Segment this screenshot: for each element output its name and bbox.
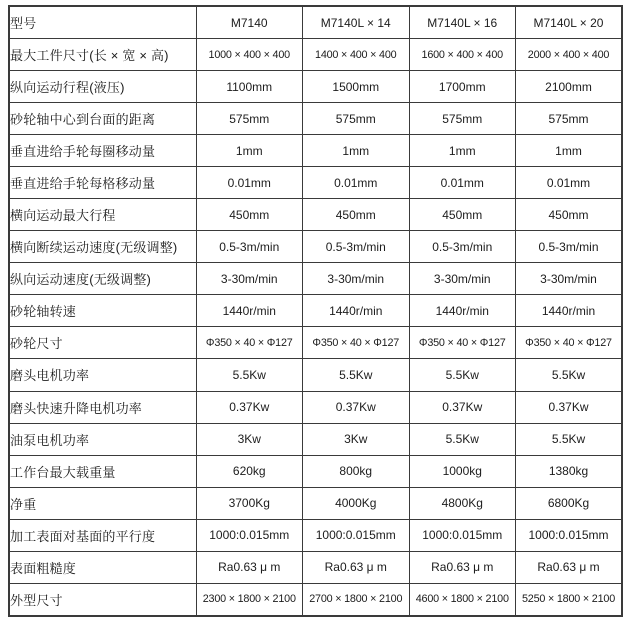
spec-row xyxy=(9,71,622,103)
row-label: 砂轮轴转速 xyxy=(9,295,196,327)
value-cell: 1000:0.015mm xyxy=(303,519,410,551)
spec-row xyxy=(9,39,622,71)
row-label: 净重 xyxy=(9,487,196,519)
header-model-2: M7140L × 16 xyxy=(409,6,516,39)
value-cell: 3-30m/min xyxy=(409,263,516,295)
value-cell: 0.37Kw xyxy=(196,391,303,423)
value-cell: 1mm xyxy=(516,135,623,167)
value-cell: 3Kw xyxy=(196,423,303,455)
spec-row xyxy=(9,231,622,263)
value-cell: 450mm xyxy=(303,199,410,231)
value-cell: Φ350 × 40 × Φ127 xyxy=(303,327,410,359)
header-model-1: M7140L × 14 xyxy=(303,6,410,39)
row-label: 加工表面对基面的平行度 xyxy=(9,519,196,551)
spec-row xyxy=(9,423,622,455)
row-label: 纵向运动速度(无级调整) xyxy=(9,263,196,295)
value-cell: 5.5Kw xyxy=(516,359,623,391)
spec-row xyxy=(9,391,622,423)
value-cell: 0.37Kw xyxy=(516,391,623,423)
value-cell: 1380kg xyxy=(516,455,623,487)
value-cell: 1100mm xyxy=(196,71,303,103)
value-cell: Φ350 × 40 × Φ127 xyxy=(516,327,623,359)
value-cell: 2000 × 400 × 400 xyxy=(516,39,623,71)
spec-row xyxy=(9,359,622,391)
value-cell: 5.5Kw xyxy=(196,359,303,391)
value-cell: 1600 × 400 × 400 xyxy=(409,39,516,71)
value-cell: 0.01mm xyxy=(303,167,410,199)
value-cell: Ra0.63 μ m xyxy=(409,551,516,583)
value-cell: 1400 × 400 × 400 xyxy=(303,39,410,71)
value-cell: 1440r/min xyxy=(409,295,516,327)
spec-table-body xyxy=(9,39,622,617)
spec-row xyxy=(9,103,622,135)
row-label: 工作台最大载重量 xyxy=(9,455,196,487)
spec-row xyxy=(9,327,622,359)
value-cell: 2100mm xyxy=(516,71,623,103)
value-cell: 1440r/min xyxy=(516,295,623,327)
value-cell: 0.37Kw xyxy=(409,391,516,423)
value-cell: 5.5Kw xyxy=(516,423,623,455)
value-cell: 4600 × 1800 × 2100 xyxy=(409,583,516,616)
row-label: 砂轮尺寸 xyxy=(9,327,196,359)
spec-row xyxy=(9,167,622,199)
value-cell: 1000:0.015mm xyxy=(196,519,303,551)
spec-table xyxy=(8,5,623,617)
value-cell: 1mm xyxy=(409,135,516,167)
row-label: 磨头电机功率 xyxy=(9,359,196,391)
value-cell: 450mm xyxy=(409,199,516,231)
value-cell: Φ350 × 40 × Φ127 xyxy=(409,327,516,359)
value-cell: 1000:0.015mm xyxy=(409,519,516,551)
value-cell: 0.37Kw xyxy=(303,391,410,423)
value-cell: 0.5-3m/min xyxy=(409,231,516,263)
spec-row xyxy=(9,295,622,327)
value-cell: 6800Kg xyxy=(516,487,623,519)
value-cell: 5.5Kw xyxy=(303,359,410,391)
spec-row xyxy=(9,199,622,231)
value-cell: 0.5-3m/min xyxy=(516,231,623,263)
header-model-0: M7140 xyxy=(196,6,303,39)
value-cell: 1mm xyxy=(303,135,410,167)
value-cell: 3Kw xyxy=(303,423,410,455)
value-cell: 1440r/min xyxy=(196,295,303,327)
spec-row xyxy=(9,519,622,551)
value-cell: 0.01mm xyxy=(409,167,516,199)
value-cell: 575mm xyxy=(516,103,623,135)
row-label: 磨头快速升降电机功率 xyxy=(9,391,196,423)
value-cell: 575mm xyxy=(303,103,410,135)
row-label: 横向运动最大行程 xyxy=(9,199,196,231)
value-cell: Ra0.63 μ m xyxy=(516,551,623,583)
value-cell: 2700 × 1800 × 2100 xyxy=(303,583,410,616)
value-cell: 0.5-3m/min xyxy=(303,231,410,263)
value-cell: 800kg xyxy=(303,455,410,487)
spec-row xyxy=(9,455,622,487)
value-cell: 0.01mm xyxy=(516,167,623,199)
value-cell: 620kg xyxy=(196,455,303,487)
value-cell: 3700Kg xyxy=(196,487,303,519)
value-cell: 3-30m/min xyxy=(196,263,303,295)
value-cell: 1000kg xyxy=(409,455,516,487)
value-cell: 450mm xyxy=(196,199,303,231)
value-cell: 4000Kg xyxy=(303,487,410,519)
value-cell: 1440r/min xyxy=(303,295,410,327)
spec-row xyxy=(9,583,622,616)
value-cell: 1700mm xyxy=(409,71,516,103)
row-label: 纵向运动行程(液压) xyxy=(9,71,196,103)
row-label: 横向断续运动速度(无级调整) xyxy=(9,231,196,263)
row-label: 砂轮轴中心到台面的距离 xyxy=(9,103,196,135)
value-cell: 3-30m/min xyxy=(303,263,410,295)
value-cell: 1500mm xyxy=(303,71,410,103)
value-cell: 4800Kg xyxy=(409,487,516,519)
value-cell: 1mm xyxy=(196,135,303,167)
value-cell: 2300 × 1800 × 2100 xyxy=(196,583,303,616)
value-cell: 0.5-3m/min xyxy=(196,231,303,263)
value-cell: 5.5Kw xyxy=(409,359,516,391)
value-cell: 5.5Kw xyxy=(409,423,516,455)
value-cell: 5250 × 1800 × 2100 xyxy=(516,583,623,616)
row-label: 垂直进给手轮每格移动量 xyxy=(9,167,196,199)
row-label: 垂直进给手轮每圈移动量 xyxy=(9,135,196,167)
spec-row xyxy=(9,551,622,583)
value-cell: 575mm xyxy=(409,103,516,135)
value-cell: 0.01mm xyxy=(196,167,303,199)
row-label: 油泵电机功率 xyxy=(9,423,196,455)
row-label: 外型尺寸 xyxy=(9,583,196,616)
header-label-model: 型号 xyxy=(9,6,196,39)
value-cell: Ra0.63 μ m xyxy=(303,551,410,583)
spec-row xyxy=(9,135,622,167)
value-cell: Φ350 × 40 × Φ127 xyxy=(196,327,303,359)
header-model-3: M7140L × 20 xyxy=(516,6,623,39)
row-label: 表面粗糙度 xyxy=(9,551,196,583)
spec-row xyxy=(9,487,622,519)
header-row xyxy=(9,6,622,39)
value-cell: Ra0.63 μ m xyxy=(196,551,303,583)
value-cell: 575mm xyxy=(196,103,303,135)
value-cell: 3-30m/min xyxy=(516,263,623,295)
value-cell: 1000:0.015mm xyxy=(516,519,623,551)
spec-row xyxy=(9,263,622,295)
row-label: 最大工件尺寸(长 × 宽 × 高) xyxy=(9,39,196,71)
value-cell: 1000 × 400 × 400 xyxy=(196,39,303,71)
value-cell: 450mm xyxy=(516,199,623,231)
